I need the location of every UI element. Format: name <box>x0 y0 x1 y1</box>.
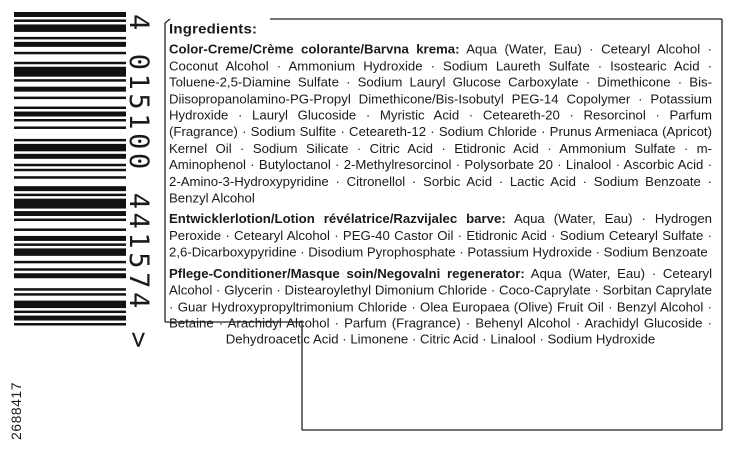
barcode-bar <box>14 37 126 39</box>
section-text: Aqua (Water, Eau) · Hydrogen Peroxide · Cetearyl Alcohol · PEG-40 Castor Oil · Etidronic Acid · Sodium Cetearyl Sulfate · 2,6-Dicarboxypyridine · Disodium Pyrophosphate · Potassium Hydroxide · Sodium Benzoate <box>169 212 713 260</box>
barcode-bar <box>14 119 126 121</box>
barcode-bar <box>14 107 126 109</box>
barcode-bar <box>14 273 126 278</box>
ingredients-heading: Ingredients: <box>169 21 258 38</box>
section-text: Aqua (Water, Eau) · Cetearyl Alcohol · Coconut Alcohol · Ammonium Hydroxide · Sodium Laureth Sulfate · Isostearic Acid · Toluene-2,5-Diamine Sulfate · Sodium Lauryl Glucose Carboxylate · Dimethicone · Bis-Diisopropanolamino-PG-Propyl Dimethicone/Bis-Isobutyl PEG-14 Copolymer · Potassium Hydroxide · Lauryl Glucoside · Myristic Acid · Ceteareth-20 · Resorcinol · Parfum (Fragrance) · Sodium Sulfite · Ceteareth-12 · Sodium Chloride · Prunus Armeniaca (Apricot) Kernel Oil · Sodium Silicate · Citric Acid · Etidronic Acid · Ammonium Sulfate · m-Aminophenol · Butyloctanol · 2-Methylresorcinol · Polysorbate 20 · Linalool · Ascorbic Acid · 2-Amino-3-Hydroxypyridine · Citronellol · Sorbic Acid · Lactic Acid · Sodium Benzoate · Benzyl Alcohol <box>169 42 713 206</box>
barcode-bar <box>14 24 126 31</box>
barcode-bar <box>14 42 126 47</box>
barcode-number: 4 015100 441574 > <box>123 14 154 352</box>
section-text: Aqua (Water, Eau) · Cetearyl Alcohol · Glycerin · Distearoylethyl Dimonium Chloride · Coco-Caprylate · Sorbitan Caprylate · Guar Hydroxypropyltrimonium Chloride · Olea Europaea (Olive) Fruit Oil · Benzyl Alcohol · Betaine · Arachidyl Alcohol · Parfum (Fragrance) · Behenyl Alcohol · Arachidyl Glucoside · Dehydroacetic Acid · Limonene · Citric Acid · Linalool · Sodium Hydroxide <box>169 266 712 347</box>
barcode-bar <box>14 323 126 325</box>
product-code: 2688417 <box>8 381 24 440</box>
developer-lotion-section <box>169 211 712 261</box>
barcode-bar <box>14 261 126 263</box>
barcode-bar <box>14 79 126 81</box>
barcode-bar <box>14 236 126 241</box>
barcode-digits <box>120 10 160 352</box>
ingredients-panel <box>169 21 712 353</box>
barcode-bar <box>14 154 126 159</box>
barcode-bar <box>14 62 126 64</box>
barcode-bar <box>14 268 126 270</box>
barcode-bar <box>14 144 126 151</box>
section-label: Color-Creme/Crème colorante/Barvna krema: <box>169 42 460 57</box>
barcode-bar <box>14 12 126 17</box>
barcode-bar <box>14 211 126 216</box>
barcode-bar <box>14 288 126 290</box>
barcode-bar <box>14 194 126 196</box>
barcode-bar <box>14 164 126 166</box>
barcode-bar <box>14 139 126 141</box>
barcode-bar <box>14 243 126 245</box>
barcode-bar <box>14 248 126 255</box>
barcode-bar <box>14 176 126 178</box>
barcode-bar <box>14 112 126 117</box>
barcode-bar <box>14 228 126 230</box>
barcode-bar <box>14 219 126 221</box>
barcode-bar <box>14 52 126 54</box>
barcode-bar <box>14 301 126 308</box>
barcode-bar <box>14 199 126 209</box>
barcode-bar <box>14 97 126 99</box>
color-creme-section <box>169 41 712 206</box>
barcode-bar <box>14 67 126 77</box>
barcode-bar <box>14 87 126 92</box>
barcode-bar <box>14 311 126 313</box>
section-label: Pflege-Conditioner/Masque soin/Negovalni regenerator: <box>169 266 525 281</box>
section-label: Entwicklerlotion/Lotion révélatrice/Razvijalec barve: <box>169 212 506 227</box>
barcode-bar <box>14 19 126 21</box>
barcode-bar <box>14 169 126 171</box>
barcode-bar <box>14 316 126 321</box>
barcode-bar <box>14 126 126 128</box>
conditioner-section <box>169 266 712 349</box>
barcode-bar <box>14 293 126 295</box>
barcode-bar <box>14 186 126 191</box>
